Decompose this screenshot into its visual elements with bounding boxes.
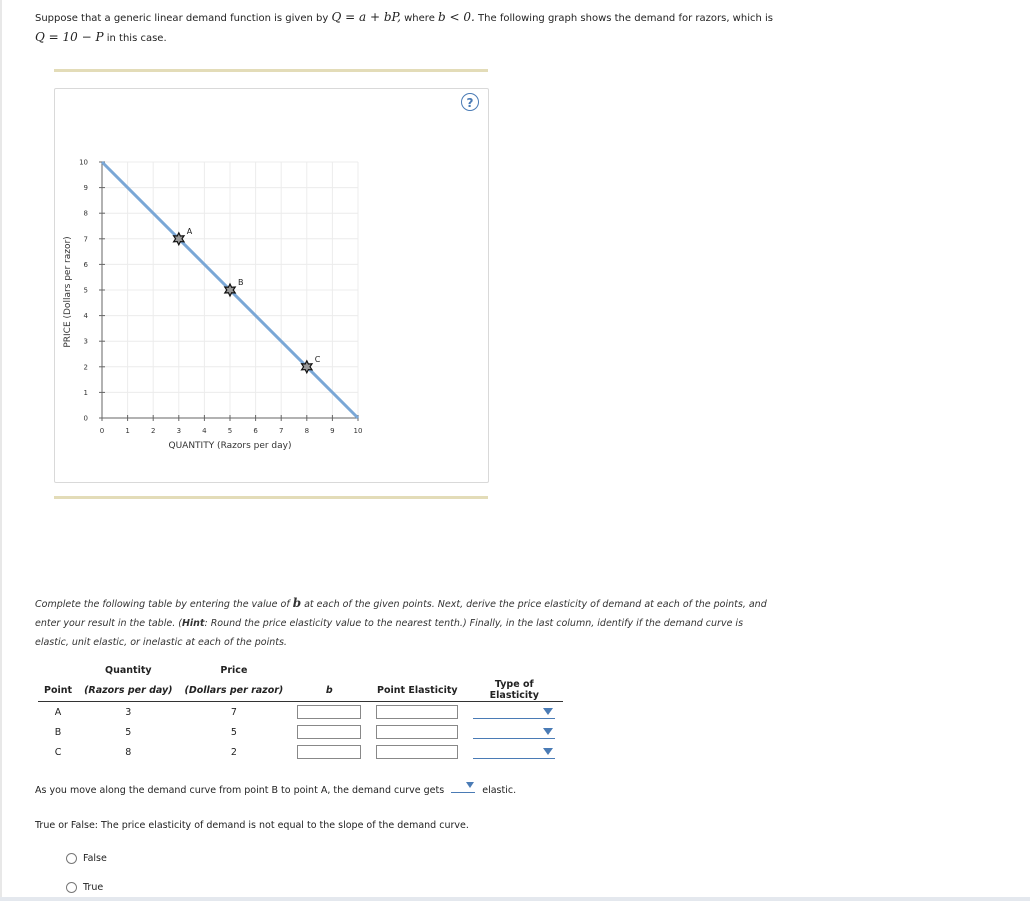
y-tick-label: 1 <box>83 388 88 397</box>
instr-hint: Hint <box>181 618 205 629</box>
radio-circle[interactable] <box>66 853 77 864</box>
x-tick-label: 1 <box>125 427 130 435</box>
header-type-elasticity: Type of Elasticity <box>465 679 563 702</box>
header-b: b <box>289 679 369 702</box>
row-point: C <box>54 746 62 758</box>
x-tick-label: 5 <box>227 427 233 435</box>
y-tick-label: 6 <box>83 260 88 269</box>
y-tick-label: 7 <box>83 235 88 244</box>
header-quantity: (Razors per day) <box>78 679 178 702</box>
x-tick-label: 10 <box>353 427 363 435</box>
y-tick-label: 8 <box>83 209 88 218</box>
point-label-b: B <box>238 278 244 287</box>
question-true-false: True or False: The price elasticity of demand is not equal to the slope of the demand curve. <box>35 820 469 831</box>
header-point: Point <box>38 679 78 702</box>
table-row <box>38 742 563 762</box>
equation-condition: b < 0. <box>438 10 475 24</box>
row-quantity: 5 <box>125 726 132 738</box>
header-quantity-top: Quantity <box>105 664 152 676</box>
y-tick-label: 10 <box>79 158 88 167</box>
radio-label-false: False <box>83 853 107 864</box>
radio-label-true: True <box>83 882 104 893</box>
point-label-c: C <box>314 354 321 364</box>
intro-text-4: in this case. <box>103 33 167 44</box>
row-point: A <box>54 706 62 718</box>
y-tick-label: 2 <box>83 363 88 372</box>
chart-points <box>174 227 321 373</box>
table-row <box>38 722 563 742</box>
bottom-scrollbar-track <box>0 897 1030 901</box>
x-axis-label: QUANTITY (Razors per day) <box>168 441 292 451</box>
elasticity-input-b[interactable] <box>376 725 458 739</box>
b-input-b[interactable] <box>297 725 361 739</box>
row-price: 5 <box>230 726 237 738</box>
elasticity-table <box>38 661 563 762</box>
elasticity-input-c[interactable] <box>376 745 458 759</box>
question-direction <box>35 781 516 796</box>
chevron-down-icon <box>543 728 553 735</box>
row-quantity: 3 <box>125 706 132 718</box>
help-icon[interactable]: ? <box>461 93 479 111</box>
y-tick-label: 3 <box>83 337 88 346</box>
chevron-down-icon <box>466 782 474 788</box>
instr-text-2: at each of the given points. Next, derive the price elasticity of demand at each of the points, and enter your result in the table. ( <box>35 599 767 629</box>
x-tick-label: 0 <box>99 427 105 435</box>
row-quantity: 8 <box>125 746 132 758</box>
equation-generic: Q = a + bP, <box>331 10 401 24</box>
x-tick-label: 2 <box>150 427 156 435</box>
x-tick-label: 9 <box>330 427 335 435</box>
row-price: 7 <box>230 706 237 718</box>
x-tick-label: 4 <box>202 427 207 435</box>
header-price: (Dollars per razor) <box>179 679 290 702</box>
intro-text-2: where <box>400 13 439 24</box>
bottom-divider <box>54 496 488 499</box>
x-tick-label: 8 <box>304 427 310 435</box>
instr-text-3: : Round the price elasticity value to the nearest tenth.) Finally, in the last column, identify if the demand curve is elastic, unit elastic, or inelastic at each of the points. <box>35 618 744 648</box>
row-price: 2 <box>230 746 237 758</box>
x-tick-label: 3 <box>176 427 182 435</box>
x-tick-label: 6 <box>253 427 258 435</box>
header-point-elasticity: Point Elasticity <box>369 679 465 702</box>
y-tick-label: 4 <box>83 312 88 321</box>
radio-false[interactable] <box>66 853 107 864</box>
table-instructions <box>35 594 775 652</box>
elasticity-input-a[interactable] <box>376 705 458 719</box>
instr-text-1: Complete the following table by entering the value of <box>35 599 293 610</box>
radio-true[interactable] <box>66 882 103 893</box>
q1-text-before: As you move along the demand curve from point B to point A, the demand curve gets <box>35 785 448 796</box>
q1-text-after: elastic. <box>479 785 517 796</box>
y-tick-label: 0 <box>83 414 88 423</box>
type-select-a[interactable] <box>473 706 555 719</box>
point-label-a: A <box>186 226 193 236</box>
radio-circle[interactable] <box>66 882 77 893</box>
x-tick-label: 7 <box>278 427 284 435</box>
type-select-b[interactable] <box>473 726 555 739</box>
row-point: B <box>54 726 62 738</box>
direction-select[interactable] <box>451 781 475 793</box>
b-input-a[interactable] <box>297 705 361 719</box>
chevron-down-icon <box>543 748 553 755</box>
header-price-top: Price <box>220 664 248 676</box>
equation-specific: Q = 10 − P <box>35 30 104 44</box>
intro-text-1: Suppose that a generic linear demand function is given by <box>35 13 332 24</box>
y-axis-label: PRICE (Dollars per razor) <box>63 236 73 348</box>
chevron-down-icon <box>543 708 553 715</box>
b-input-c[interactable] <box>297 745 361 759</box>
type-select-c[interactable] <box>473 746 555 759</box>
table-row <box>38 702 563 723</box>
y-tick-label: 9 <box>83 184 88 193</box>
chart-ticks <box>79 159 362 436</box>
y-tick-label: 5 <box>83 286 88 295</box>
intro-text-3: The following graph shows the demand for razors, which is <box>474 13 773 24</box>
instr-b: b <box>292 596 302 610</box>
